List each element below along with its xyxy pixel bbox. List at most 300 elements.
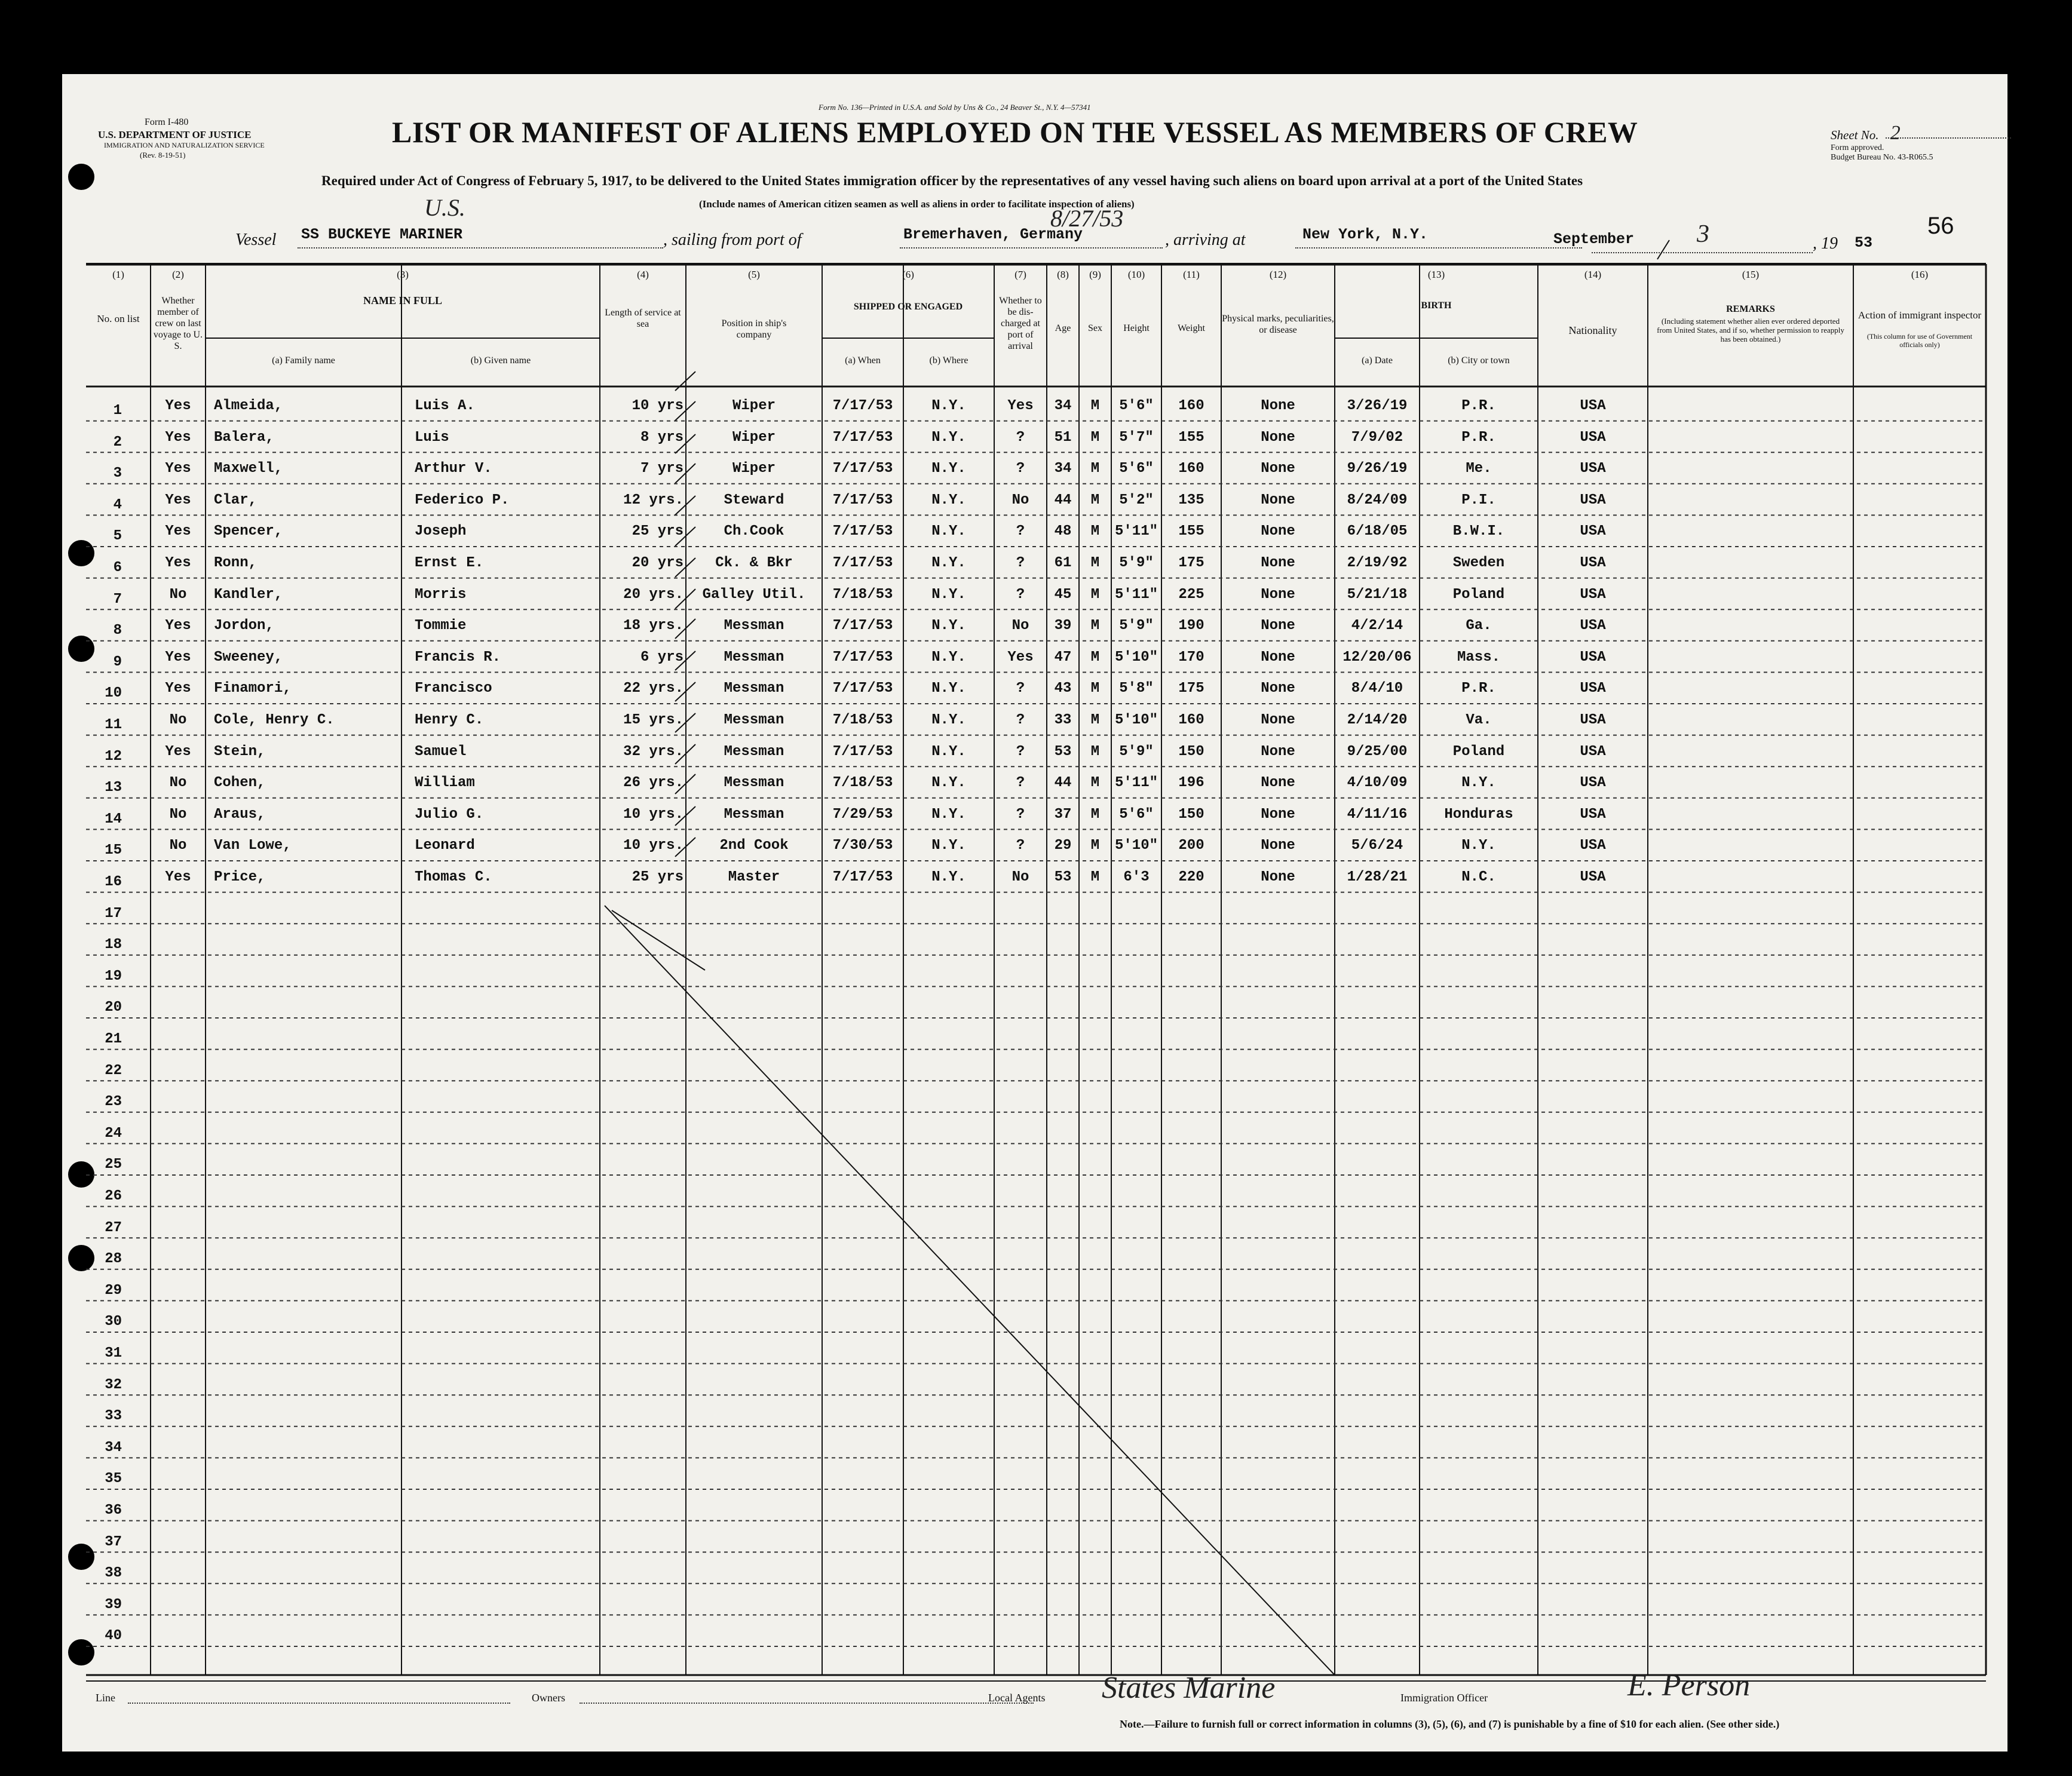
crew-nationality: USA bbox=[1580, 649, 1606, 665]
footer-note: Note.—Failure to furnish full or correct information in columns (3), (5), (6), and (7) is punishable by a fine of $10 for each alien. (See other side.) bbox=[1120, 1718, 1780, 1730]
crew-sex: M bbox=[1090, 743, 1100, 760]
row-number: 7 bbox=[113, 591, 122, 608]
crew-position: Messman bbox=[724, 649, 784, 665]
crew-position: Messman bbox=[724, 618, 784, 634]
footer-agents-label: Local Agents bbox=[988, 1692, 1046, 1704]
crew-shipped-where: N.Y. bbox=[931, 429, 966, 446]
crew-shipped-when: 7/17/53 bbox=[832, 429, 893, 446]
crew-marks: None bbox=[1261, 680, 1295, 697]
crew-marks: None bbox=[1261, 492, 1295, 508]
crew-age: 51 bbox=[1054, 429, 1072, 446]
crew-weight: 155 bbox=[1178, 523, 1204, 540]
col-6a-header: (a) When bbox=[845, 355, 881, 366]
crew-shipped-when: 7/30/53 bbox=[832, 838, 893, 854]
crew-discharge: Yes bbox=[1007, 398, 1034, 414]
crew-weight: 225 bbox=[1178, 586, 1204, 603]
crew-nationality: USA bbox=[1580, 775, 1606, 792]
crew-birth-place: Me. bbox=[1466, 461, 1492, 477]
crew-given-name: Leonard bbox=[415, 838, 475, 854]
crew-sex: M bbox=[1090, 586, 1100, 603]
crew-nationality: USA bbox=[1580, 712, 1606, 728]
crew-weight: 190 bbox=[1178, 618, 1204, 634]
crew-shipped-where: N.Y. bbox=[931, 743, 966, 760]
column-number: (15) bbox=[1742, 269, 1760, 280]
footer-owners-label: Owners bbox=[532, 1692, 565, 1704]
crew-shipped-where: N.Y. bbox=[931, 492, 966, 508]
row-number: 25 bbox=[105, 1157, 122, 1173]
crew-service: 10 yrs bbox=[632, 398, 683, 414]
crew-discharge: ? bbox=[1016, 555, 1025, 571]
crew-position: Galley Util. bbox=[702, 586, 806, 603]
crew-height: 5'6" bbox=[1119, 398, 1154, 414]
crew-age: 47 bbox=[1054, 649, 1072, 665]
crew-shipped-when: 7/17/53 bbox=[832, 555, 893, 571]
crew-prev-voyage: Yes bbox=[165, 492, 191, 508]
row-number: 14 bbox=[105, 811, 122, 827]
crew-position: Messman bbox=[724, 743, 784, 760]
crew-sex: M bbox=[1090, 398, 1100, 414]
crew-position: Wiper bbox=[732, 461, 776, 477]
crew-nationality: USA bbox=[1580, 398, 1606, 414]
crew-service: 15 yrs. bbox=[623, 712, 683, 728]
crew-given-name: Federico P. bbox=[415, 492, 510, 508]
officer-signature: E. Person bbox=[1627, 1668, 1751, 1703]
crew-discharge: No bbox=[1012, 869, 1029, 885]
crew-age: 53 bbox=[1054, 869, 1072, 885]
col-6-header: SHIPPED OR ENGAGED bbox=[853, 302, 963, 312]
crew-service: 22 yrs. bbox=[623, 680, 683, 697]
crew-shipped-when: 7/17/53 bbox=[832, 398, 893, 414]
crew-position: Master bbox=[728, 869, 780, 885]
row-number: 27 bbox=[105, 1219, 122, 1236]
crew-birth-place: Poland bbox=[1452, 743, 1505, 760]
crew-nationality: USA bbox=[1580, 838, 1606, 854]
crew-height: 5'9" bbox=[1119, 743, 1154, 760]
strike-line bbox=[612, 910, 705, 970]
arrival-day: 3 bbox=[1697, 220, 1709, 248]
crew-nationality: USA bbox=[1580, 806, 1606, 823]
crew-position: Messman bbox=[724, 775, 784, 792]
crew-height: 5'10" bbox=[1114, 712, 1158, 728]
row-number: 28 bbox=[105, 1251, 122, 1268]
crew-discharge: ? bbox=[1016, 461, 1025, 477]
crew-weight: 196 bbox=[1178, 775, 1204, 792]
crew-age: 29 bbox=[1054, 838, 1072, 854]
crew-service: 25 yrs bbox=[632, 523, 683, 540]
row-number: 37 bbox=[105, 1533, 122, 1550]
crew-height: 5'7" bbox=[1119, 429, 1154, 446]
crew-sex: M bbox=[1090, 429, 1100, 446]
crew-service: 8 yrs bbox=[640, 429, 683, 446]
crew-birth-date: 1/28/21 bbox=[1347, 869, 1408, 885]
crew-prev-voyage: Yes bbox=[165, 461, 191, 477]
crew-birth-place: P.I. bbox=[1461, 492, 1496, 508]
department: U.S. DEPARTMENT OF JUSTICE bbox=[98, 129, 252, 140]
crew-age: 61 bbox=[1054, 555, 1072, 571]
crew-position: 2nd Cook bbox=[719, 838, 789, 854]
crew-birth-date: 5/21/18 bbox=[1347, 586, 1408, 603]
crew-shipped-when: 7/17/53 bbox=[832, 649, 893, 665]
crew-birth-place: Sweden bbox=[1452, 555, 1505, 571]
col-2-header: Whether member of crew on last voyage to U. S. bbox=[153, 296, 203, 351]
crew-shipped-where: N.Y. bbox=[931, 398, 966, 414]
row-number: 38 bbox=[105, 1565, 122, 1582]
crew-family-name: Van Lowe, bbox=[214, 838, 292, 854]
crew-family-name: Price, bbox=[214, 869, 266, 885]
manifest-sheet bbox=[62, 74, 2007, 1752]
crew-shipped-where: N.Y. bbox=[931, 461, 966, 477]
row-number: 12 bbox=[105, 748, 122, 765]
col-4-header: Length of service at sea bbox=[605, 308, 681, 329]
crew-shipped-where: N.Y. bbox=[931, 712, 966, 728]
crew-given-name: Ernst E. bbox=[415, 555, 484, 571]
row-number: 10 bbox=[105, 685, 122, 702]
crew-nationality: USA bbox=[1580, 429, 1606, 446]
crew-shipped-when: 7/17/53 bbox=[832, 492, 893, 508]
row-number: 23 bbox=[105, 1094, 122, 1111]
crew-age: 44 bbox=[1054, 775, 1072, 792]
col-7-header: Whether to be dis-charged at port of arrival bbox=[999, 296, 1042, 351]
crew-nationality: USA bbox=[1580, 743, 1606, 760]
col-11-header: Weight bbox=[1178, 323, 1205, 333]
col-3b-header: (b) Given name bbox=[470, 355, 531, 366]
crew-given-name: Morris bbox=[415, 586, 467, 603]
crew-position: Ch.Cook bbox=[724, 523, 784, 540]
crew-shipped-where: N.Y. bbox=[931, 869, 966, 885]
crew-height: 5'2" bbox=[1119, 492, 1154, 508]
crew-service: 12 yrs. bbox=[623, 492, 683, 508]
crew-birth-date: 6/18/05 bbox=[1347, 523, 1408, 540]
crew-family-name: Spencer, bbox=[214, 523, 283, 540]
crew-birth-date: 12/20/06 bbox=[1342, 649, 1412, 665]
crew-prev-voyage: Yes bbox=[165, 743, 191, 760]
service: IMMIGRATION AND NATURALIZATION SERVICE bbox=[104, 141, 265, 149]
crew-weight: 160 bbox=[1178, 712, 1204, 728]
col-8-header: Age bbox=[1055, 323, 1071, 333]
col-13-header: BIRTH bbox=[1421, 300, 1452, 311]
crew-birth-date: 2/19/92 bbox=[1347, 555, 1408, 571]
vessel-name: SS BUCKEYE MARINER bbox=[301, 226, 463, 243]
column-number: (11) bbox=[1183, 269, 1200, 280]
crew-marks: None bbox=[1261, 838, 1295, 854]
crew-discharge: ? bbox=[1016, 523, 1025, 540]
crew-age: 45 bbox=[1054, 586, 1072, 603]
crew-birth-date: 7/9/02 bbox=[1351, 429, 1403, 446]
row-number: 22 bbox=[105, 1062, 122, 1079]
col-16-header: Action of immigrant inspector bbox=[1858, 309, 1982, 321]
crew-discharge: ? bbox=[1016, 586, 1025, 603]
crew-birth-date: 8/24/09 bbox=[1347, 492, 1408, 508]
crew-height: 5'11" bbox=[1114, 775, 1158, 792]
col-10-header: Height bbox=[1123, 323, 1150, 333]
row-number: 39 bbox=[105, 1596, 122, 1613]
crew-discharge: No bbox=[1012, 492, 1029, 508]
crew-prev-voyage: No bbox=[169, 838, 187, 854]
row-number: 11 bbox=[105, 717, 122, 733]
crew-weight: 175 bbox=[1178, 680, 1204, 697]
crew-sex: M bbox=[1090, 869, 1100, 885]
crew-service: 10 yrs. bbox=[623, 838, 683, 854]
row-number: 36 bbox=[105, 1502, 122, 1519]
crew-weight: 150 bbox=[1178, 743, 1204, 760]
crew-shipped-when: 7/18/53 bbox=[832, 586, 893, 603]
crew-service: 7 yrs bbox=[640, 461, 683, 477]
crew-nationality: USA bbox=[1580, 586, 1606, 603]
crew-prev-voyage: No bbox=[169, 712, 187, 728]
crew-age: 48 bbox=[1054, 523, 1072, 540]
row-number: 26 bbox=[105, 1188, 122, 1204]
row-number: 30 bbox=[105, 1314, 122, 1330]
crew-service: 6 yrs bbox=[640, 649, 683, 665]
col-1-header: No. on list bbox=[97, 313, 140, 324]
crew-birth-place: Ga. bbox=[1466, 618, 1492, 634]
crew-service: 20 yrs. bbox=[623, 586, 683, 603]
crew-nationality: USA bbox=[1580, 680, 1606, 697]
column-number: (4) bbox=[637, 269, 649, 280]
crew-weight: 150 bbox=[1178, 806, 1204, 823]
crew-nationality: USA bbox=[1580, 618, 1606, 634]
crew-given-name: Samuel bbox=[415, 743, 467, 760]
crew-sex: M bbox=[1090, 775, 1100, 792]
footer-line-label: Line bbox=[96, 1692, 115, 1704]
crew-sex: M bbox=[1090, 838, 1100, 854]
crew-shipped-where: N.Y. bbox=[931, 680, 966, 697]
crew-birth-place: Mass. bbox=[1457, 649, 1500, 665]
col-9-header: Sex bbox=[1088, 323, 1102, 333]
col-16-note: (This column for use of Government officials only) bbox=[1866, 332, 1973, 349]
arrival-year: 53 bbox=[1855, 234, 1873, 251]
crew-shipped-when: 7/17/53 bbox=[832, 869, 893, 885]
crew-weight: 220 bbox=[1178, 869, 1204, 885]
crew-sex: M bbox=[1090, 618, 1100, 634]
crew-prev-voyage: No bbox=[169, 806, 187, 823]
crew-sex: M bbox=[1090, 492, 1100, 508]
stamp-number: 56 bbox=[1927, 213, 1954, 239]
crew-birth-date: 5/6/24 bbox=[1351, 838, 1403, 854]
row-number: 15 bbox=[105, 842, 122, 859]
crew-family-name: Cole, Henry C. bbox=[214, 712, 335, 728]
crew-shipped-where: N.Y. bbox=[931, 586, 966, 603]
crew-shipped-when: 7/17/53 bbox=[832, 680, 893, 697]
crew-nationality: USA bbox=[1580, 555, 1606, 571]
column-number: (12) bbox=[1269, 269, 1287, 280]
crew-given-name: Henry C. bbox=[415, 712, 484, 728]
crew-family-name: Kandler, bbox=[214, 586, 283, 603]
crew-birth-date: 8/4/10 bbox=[1351, 680, 1403, 697]
form-approved: Form approved. bbox=[1831, 143, 1884, 152]
crew-discharge: ? bbox=[1016, 743, 1025, 760]
crew-service: 26 yrs. bbox=[623, 775, 683, 792]
crew-age: 39 bbox=[1054, 618, 1072, 634]
column-number: (1) bbox=[112, 269, 124, 280]
crew-birth-date: 2/14/20 bbox=[1347, 712, 1408, 728]
crew-sex: M bbox=[1090, 806, 1100, 823]
crew-service: 32 yrs. bbox=[623, 743, 683, 760]
crew-discharge: ? bbox=[1016, 838, 1025, 854]
crew-nationality: USA bbox=[1580, 492, 1606, 508]
crew-given-name: Thomas C. bbox=[415, 869, 492, 885]
crew-height: 5'8" bbox=[1119, 680, 1154, 697]
row-number: 29 bbox=[105, 1282, 122, 1299]
crew-age: 53 bbox=[1054, 743, 1072, 760]
requirement-text: Required under Act of Congress of February 5, 1917, to be delivered to the United States immigration officer by the representatives of any vessel having such aliens on board upon arrival at a port of the United States bbox=[321, 173, 1583, 188]
crew-marks: None bbox=[1261, 649, 1295, 665]
footer-officer-label: Immigration Officer bbox=[1400, 1692, 1488, 1704]
crew-family-name: Jordon, bbox=[214, 618, 274, 634]
col-14-header: Nationality bbox=[1568, 324, 1617, 336]
crew-shipped-when: 7/17/53 bbox=[832, 523, 893, 540]
crew-birth-place: Honduras bbox=[1444, 806, 1513, 823]
row-number: 19 bbox=[105, 968, 122, 984]
crew-shipped-when: 7/18/53 bbox=[832, 712, 893, 728]
crew-position: Steward bbox=[724, 492, 784, 508]
crew-shipped-when: 7/17/53 bbox=[832, 743, 893, 760]
crew-age: 44 bbox=[1054, 492, 1072, 508]
crew-family-name: Sweeney, bbox=[214, 649, 283, 665]
crew-shipped-where: N.Y. bbox=[931, 523, 966, 540]
column-number: (14) bbox=[1584, 269, 1602, 280]
crew-birth-place: P.R. bbox=[1461, 680, 1496, 697]
crew-nationality: USA bbox=[1580, 461, 1606, 477]
sailing-port: Bremerhaven, Germany bbox=[903, 226, 1083, 243]
crew-sex: M bbox=[1090, 649, 1100, 665]
crew-marks: None bbox=[1261, 555, 1295, 571]
crew-shipped-when: 7/17/53 bbox=[832, 461, 893, 477]
crew-birth-place: Va. bbox=[1466, 712, 1492, 728]
column-number: (3) bbox=[397, 269, 409, 280]
crew-given-name: Joseph bbox=[415, 523, 467, 540]
column-number: (16) bbox=[1911, 269, 1929, 280]
crew-weight: 160 bbox=[1178, 461, 1204, 477]
crew-birth-place: N.Y. bbox=[1461, 838, 1496, 854]
crew-service: 20 yrs bbox=[632, 555, 683, 571]
crew-birth-place: B.W.I. bbox=[1452, 523, 1505, 540]
crew-shipped-where: N.Y. bbox=[931, 649, 966, 665]
crew-birth-date: 3/26/19 bbox=[1347, 398, 1408, 414]
crew-height: 5'11" bbox=[1114, 523, 1158, 540]
row-number: 40 bbox=[105, 1628, 122, 1645]
crew-prev-voyage: Yes bbox=[165, 555, 191, 571]
row-number: 32 bbox=[105, 1376, 122, 1393]
col-3a-header: (a) Family name bbox=[272, 355, 335, 366]
crew-position: Wiper bbox=[732, 429, 776, 446]
crew-family-name: Clar, bbox=[214, 492, 258, 508]
page-title: LIST OR MANIFEST OF ALIENS EMPLOYED ON THE VESSEL AS MEMBERS OF CREW bbox=[392, 115, 1638, 149]
crew-position: Wiper bbox=[732, 398, 776, 414]
crew-birth-date: 9/25/00 bbox=[1347, 743, 1408, 760]
crew-shipped-where: N.Y. bbox=[931, 838, 966, 854]
budget-bureau: Budget Bureau No. 43-R065.5 bbox=[1831, 153, 1933, 162]
agents-signature: States Marine bbox=[1102, 1671, 1276, 1705]
crew-prev-voyage: Yes bbox=[165, 523, 191, 540]
strike-line bbox=[605, 906, 1335, 1675]
col-12-header: Physical marks, peculiarities, or disease bbox=[1222, 314, 1334, 335]
col-6b-header: (b) Where bbox=[929, 355, 968, 366]
crew-prev-voyage: No bbox=[169, 775, 187, 792]
crew-shipped-where: N.Y. bbox=[931, 775, 966, 792]
col-13b-header: (b) City or town bbox=[1448, 355, 1510, 366]
crew-birth-date: 4/11/16 bbox=[1347, 806, 1408, 823]
crew-service: 18 yrs. bbox=[623, 618, 683, 634]
crew-sex: M bbox=[1090, 712, 1100, 728]
crew-weight: 160 bbox=[1178, 398, 1204, 414]
crew-height: 6'3 bbox=[1123, 869, 1150, 885]
crew-prev-voyage: Yes bbox=[165, 649, 191, 665]
crew-shipped-when: 7/29/53 bbox=[832, 806, 893, 823]
crew-birth-place: Poland bbox=[1452, 586, 1505, 603]
crew-height: 5'6" bbox=[1119, 806, 1154, 823]
crew-marks: None bbox=[1261, 398, 1295, 414]
crew-prev-voyage: Yes bbox=[165, 680, 191, 697]
row-number: 18 bbox=[105, 937, 122, 953]
column-number: (6) bbox=[902, 269, 914, 280]
crew-shipped-where: N.Y. bbox=[931, 806, 966, 823]
crew-position: Ck. & Bkr bbox=[715, 555, 793, 571]
row-number: 13 bbox=[105, 780, 122, 796]
crew-nationality: USA bbox=[1580, 869, 1606, 885]
crew-weight: 200 bbox=[1178, 838, 1204, 854]
row-number: 1 bbox=[113, 403, 122, 419]
crew-position: Messman bbox=[724, 712, 784, 728]
crew-sex: M bbox=[1090, 523, 1100, 540]
crew-weight: 170 bbox=[1178, 649, 1204, 665]
row-number: 35 bbox=[105, 1471, 122, 1487]
row-number: 9 bbox=[113, 654, 122, 670]
arrival-month: September bbox=[1553, 231, 1635, 248]
crew-age: 37 bbox=[1054, 806, 1072, 823]
crew-weight: 155 bbox=[1178, 429, 1204, 446]
crew-sex: M bbox=[1090, 680, 1100, 697]
crew-prev-voyage: No bbox=[169, 586, 187, 603]
row-number: 16 bbox=[105, 874, 122, 890]
crew-height: 5'10" bbox=[1114, 649, 1158, 665]
crew-family-name: Finamori, bbox=[214, 680, 292, 697]
crew-position: Messman bbox=[724, 680, 784, 697]
printer-note: Form No. 136—Printed in U.S.A. and Sold by Uns & Co., 24 Beaver St., N.Y. 4—57341 bbox=[819, 103, 1091, 112]
crew-prev-voyage: Yes bbox=[165, 869, 191, 885]
col-3-header: NAME IN FULL bbox=[363, 295, 442, 306]
crew-position: Messman bbox=[724, 806, 784, 823]
crew-marks: None bbox=[1261, 429, 1295, 446]
crew-marks: None bbox=[1261, 869, 1295, 885]
crew-prev-voyage: Yes bbox=[165, 618, 191, 634]
vessel-label: Vessel bbox=[235, 231, 277, 249]
crew-shipped-when: 7/17/53 bbox=[832, 618, 893, 634]
crew-height: 5'11" bbox=[1114, 586, 1158, 603]
crew-discharge: ? bbox=[1016, 680, 1025, 697]
include-note: (Include names of American citizen seamen as well as aliens in order to facilitate inspection of aliens) bbox=[699, 198, 1135, 210]
crew-birth-date: 9/26/19 bbox=[1347, 461, 1408, 477]
crew-marks: None bbox=[1261, 523, 1295, 540]
row-number: 3 bbox=[113, 465, 122, 482]
sheet-no-label: Sheet No. bbox=[1831, 128, 1879, 142]
crew-discharge: ? bbox=[1016, 775, 1025, 792]
arrival-port: New York, N.Y. bbox=[1302, 226, 1429, 243]
row-number: 8 bbox=[113, 622, 122, 639]
row-number: 6 bbox=[113, 560, 122, 576]
column-number: (2) bbox=[172, 269, 184, 280]
crew-service: 10 yrs. bbox=[623, 806, 683, 823]
crew-discharge: ? bbox=[1016, 806, 1025, 823]
crew-height: 5'10" bbox=[1114, 838, 1158, 854]
column-number: (13) bbox=[1427, 269, 1445, 280]
crew-family-name: Cohen, bbox=[214, 775, 266, 792]
crew-discharge: No bbox=[1012, 618, 1029, 634]
revision: (Rev. 8-19-51) bbox=[140, 151, 186, 159]
crew-height: 5'6" bbox=[1119, 461, 1154, 477]
crew-sex: M bbox=[1090, 461, 1100, 477]
sailing-date-annotation: 8/27/53 bbox=[1050, 205, 1124, 232]
